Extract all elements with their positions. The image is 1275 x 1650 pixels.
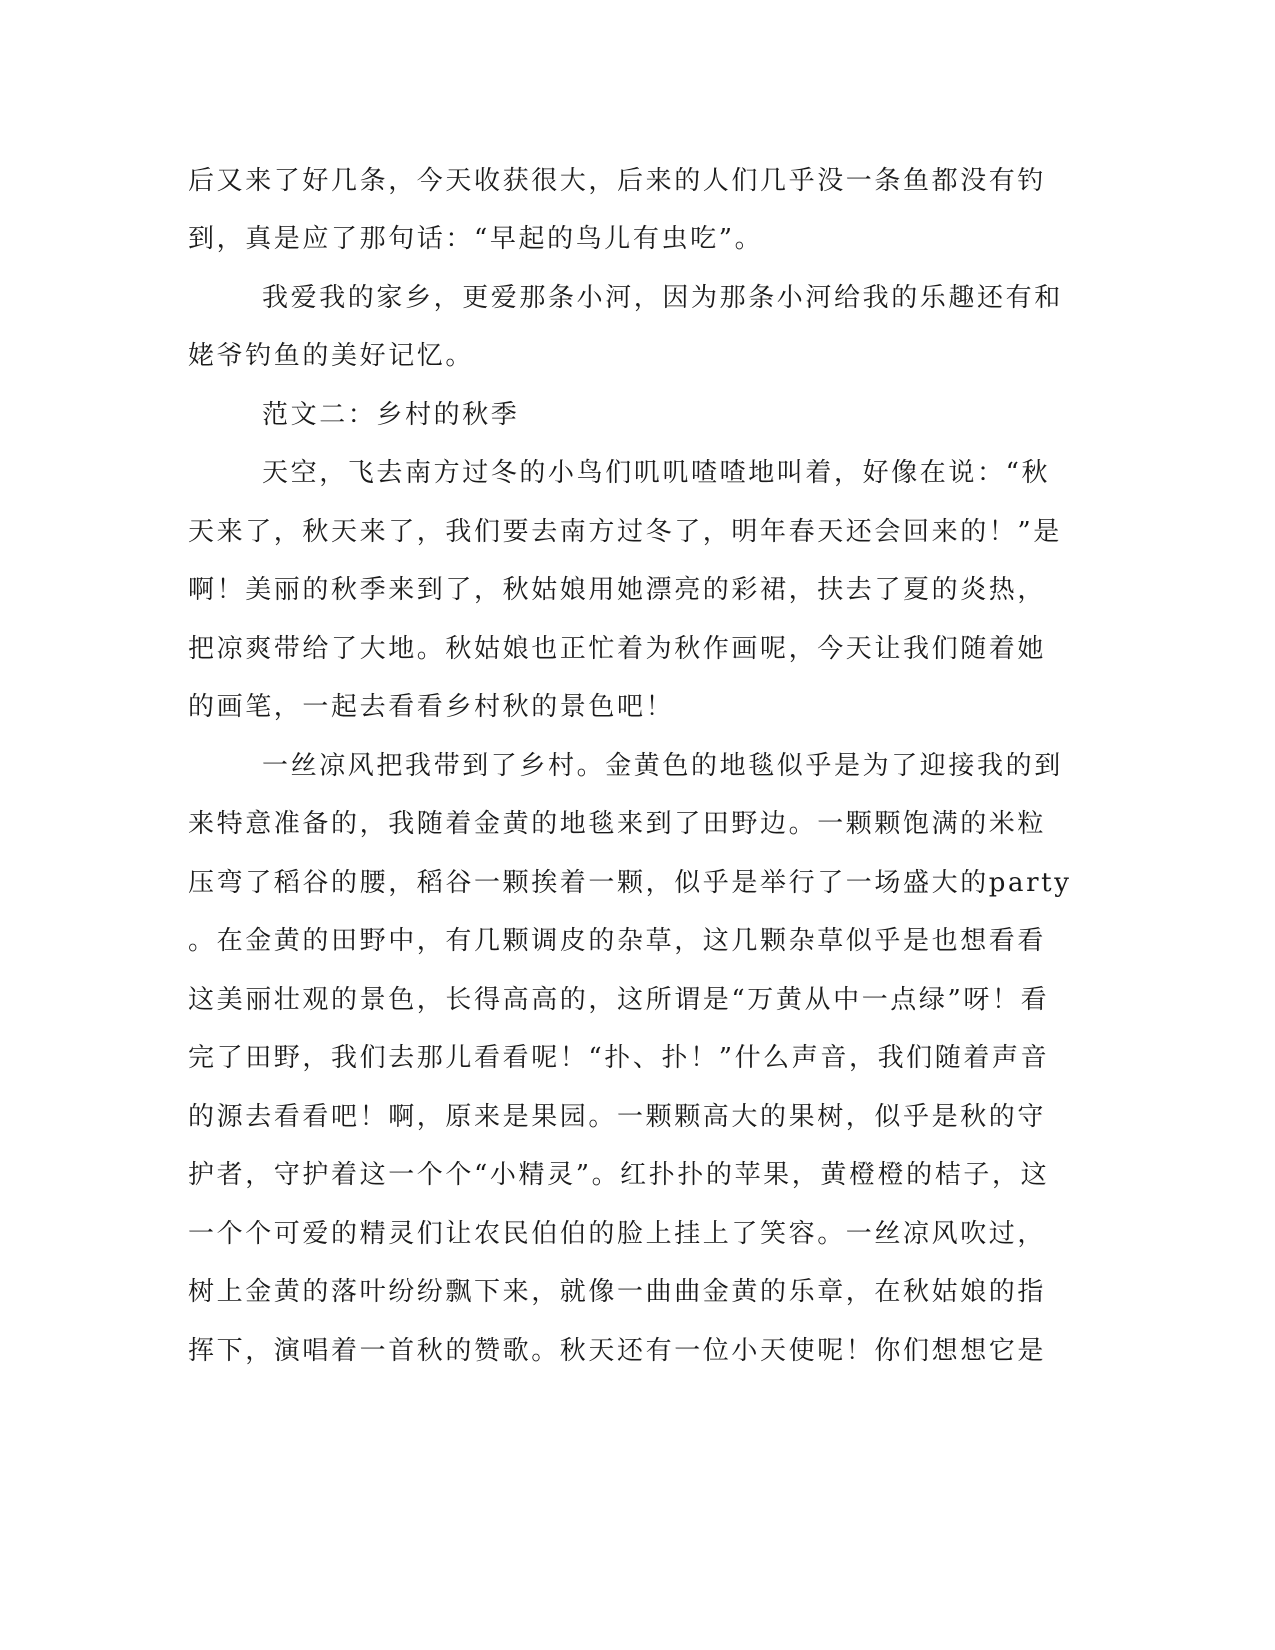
section-heading: 范文二：乡村的秋季	[262, 400, 520, 430]
text-line: 的画笔，一起去看看乡村秋的景色吧！	[188, 692, 675, 722]
paragraph-first-line: 天空，飞去南方过冬的小鸟们叽叽喳喳地叫着，好像在说：“秋	[262, 458, 1051, 488]
text-line: 一个个可爱的精灵们让农民伯伯的脸上挂上了笑容。一丝凉风吹过，	[188, 1219, 1047, 1249]
text-line: 到，真是应了那句话：“早起的鸟儿有虫吃”。	[188, 224, 764, 254]
text-line: 后又来了好几条，今天收获很大，后来的人们几乎没一条鱼都没有钓	[188, 166, 1047, 196]
text-line: 啊！美丽的秋季来到了，秋姑娘用她漂亮的彩裙，扶去了夏的炎热，	[188, 575, 1047, 605]
text-line: 护者，守护着这一个个“小精灵”。红扑扑的苹果，黄橙橙的桔子，这	[188, 1160, 1050, 1190]
text-line: 的源去看看吧！啊，原来是果园。一颗颗高大的果树，似乎是秋的守	[188, 1102, 1047, 1132]
text-line: 完了田野，我们去那儿看看呢！“扑、扑！”什么声音，我们随着声音	[188, 1043, 1050, 1073]
text-line: 来特意准备的，我随着金黄的地毯来到了田野边。一颗颗饱满的米粒	[188, 809, 1047, 839]
text-line: 树上金黄的落叶纷纷飘下来，就像一曲曲金黄的乐章，在秋姑娘的指	[188, 1277, 1047, 1307]
paragraph-first-line: 我爱我的家乡，更爱那条小河，因为那条小河给我的乐趣还有和	[262, 283, 1063, 313]
text-line: 挥下，演唱着一首秋的赞歌。秋天还有一位小天使呢！你们想想它是	[188, 1336, 1047, 1366]
text-line: 把凉爽带给了大地。秋姑娘也正忙着为秋作画呢，今天让我们随着她	[188, 634, 1047, 664]
text-line: 姥爷钓鱼的美好记忆。	[188, 341, 475, 371]
text-line: 天来了，秋天来了，我们要去南方过冬了，明年春天还会回来的！”是	[188, 517, 1062, 547]
text-line: 这美丽壮观的景色，长得高高的，这所谓是“万黄从中一点绿”呀！看	[188, 985, 1050, 1015]
text-line: 。在金黄的田野中，有几颗调皮的杂草，这几颗杂草似乎是也想看看	[188, 926, 1047, 956]
text-line: 压弯了稻谷的腰，稻谷一颗挨着一颗，似乎是举行了一场盛大的party	[188, 868, 1072, 898]
paragraph-first-line: 一丝凉风把我带到了乡村。金黄色的地毯似乎是为了迎接我的到	[262, 751, 1063, 781]
